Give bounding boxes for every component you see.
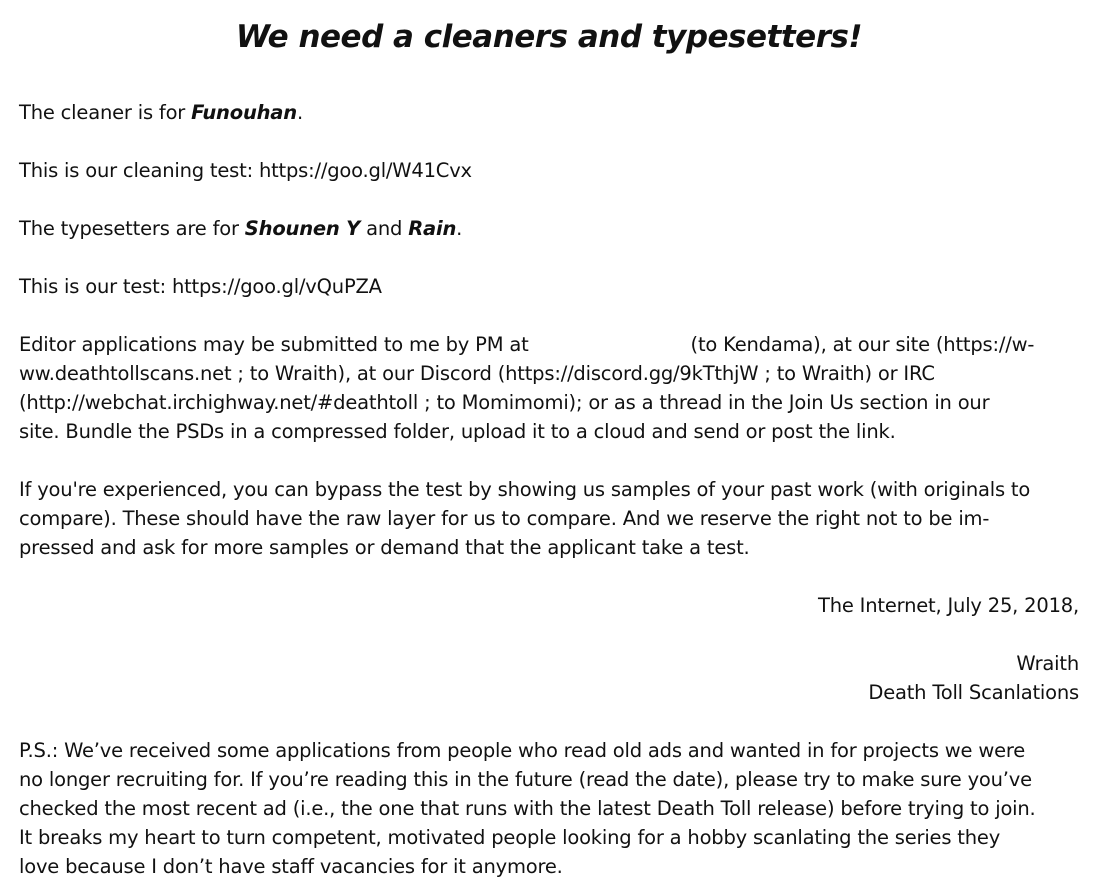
test-paragraph: This is our test: https://goo.gl/vQuPZA	[19, 275, 382, 298]
editor-line-2: ww.deathtollscans.net ; to Wraith), at our Discord (https://discord.gg/9kTthjW ; to Wraith) or IRC	[19, 362, 935, 385]
signature-name: Wraith	[1016, 652, 1079, 675]
editor-prefix: Editor applications may be submitted to me by PM at	[19, 333, 529, 356]
cleaner-prefix: The cleaner is for	[19, 101, 192, 124]
typesetters-paragraph	[19, 214, 1079, 243]
experienced-paragraph	[19, 475, 1079, 562]
signature-group: Death Toll Scanlations	[868, 681, 1079, 704]
typesetters-project-2: Rain	[408, 217, 457, 240]
experienced-line-2: compare). These should have the raw layer for us to compare. And we reserve the right not to be im-	[19, 507, 990, 530]
cleaner-suffix: .	[296, 101, 303, 124]
editor-line-3: (http://webchat.irchighway.net/#deathtoll ; to Momimomi); or as a thread in the Join Us section in our	[19, 391, 990, 414]
typesetters-middle: and	[360, 217, 409, 240]
date-line: The Internet, July 25, 2018,	[818, 594, 1079, 617]
typesetters-suffix: .	[456, 217, 463, 240]
signature-block	[19, 649, 1079, 707]
experienced-line-3: pressed and ask for more samples or demand that the applicant take a test.	[19, 536, 750, 559]
redacted-block	[535, 336, 685, 356]
ps-line-2: no longer recruiting for. If you’re reading this in the future (read the date), please try to make sure you’ve	[19, 768, 1032, 791]
cleaning-test-paragraph: This is our cleaning test: https://goo.gl/W41Cvx	[19, 159, 472, 182]
ps-line-4: It breaks my heart to turn competent, motivated people looking for a hobby scanlating the series they	[19, 826, 1001, 849]
editor-line-4: site. Bundle the PSDs in a compressed folder, upload it to a cloud and send or post the link.	[19, 420, 896, 443]
editor-line-1-suffix: (to Kendama), at our site (https://w-	[690, 333, 1035, 356]
typesetters-prefix: The typesetters are for	[19, 217, 245, 240]
ps-line-3: checked the most recent ad (i.e., the one that runs with the latest Death Toll release) before trying to join.	[19, 797, 1036, 820]
ps-line-5: love because I don’t have staff vacancies for it anymore.	[19, 855, 563, 878]
editor-line-1	[19, 330, 1079, 359]
typesetters-project-1: Shounen Y	[244, 217, 361, 240]
cleaner-project: Funouhan	[191, 101, 297, 124]
cleaner-paragraph	[19, 98, 1079, 127]
ps-paragraph	[19, 736, 1079, 881]
experienced-line-1: If you're experienced, you can bypass the test by showing us samples of your past work (with originals to	[19, 478, 1031, 501]
ps-line-1: P.S.: We’ve received some applications from people who read old ads and wanted in for projects we were	[19, 739, 1026, 762]
editor-paragraph	[19, 330, 1079, 446]
page-title: We need a cleaners and typesetters!	[235, 19, 863, 55]
